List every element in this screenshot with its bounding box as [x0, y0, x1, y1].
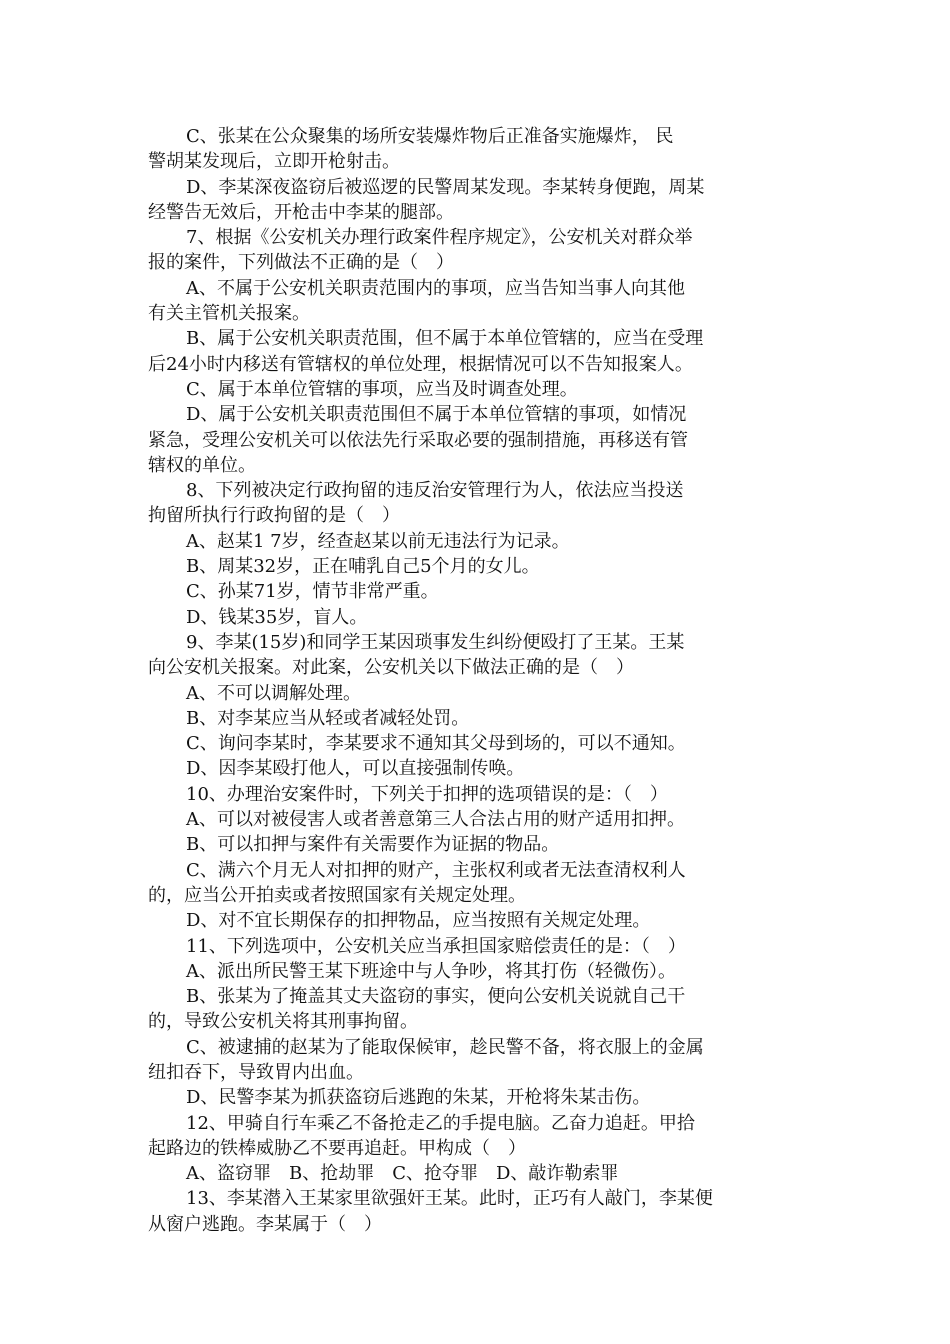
- document-page: [148, 124, 808, 1237]
- text-line: B、可以扣押与案件有关需要作为证据的物品。: [186, 834, 560, 856]
- text-line: C、张某在公众聚集的场所安装爆炸物后正准备实施爆炸， 民: [186, 126, 674, 147]
- text-line: 7、根据《公安机关办理行政案件程序规定》，公安机关对群众举: [186, 227, 693, 249]
- text-line: 13、李某潜入王某家里欲强奸王某。此时，正巧有人敲门，李某便: [186, 1188, 713, 1210]
- text-line: D、因李某殴打他人，可以直接强制传唤。: [186, 758, 525, 780]
- text-line: A、盗窃罪 B、抢劫罪 C、抢夺罪 D、敲诈勒索罪: [186, 1163, 619, 1185]
- text-line: 有关主管机关报案。: [148, 303, 310, 325]
- text-line: 辖权的单位。: [148, 454, 256, 476]
- text-line: 的，导致公安机关将其刑事拘留。: [148, 1011, 418, 1033]
- text-line: 纽扣吞下，导致胃内出血。: [148, 1061, 364, 1083]
- text-line: C、孙某71岁，情节非常严重。: [186, 581, 439, 603]
- text-line: 12、甲骑自行车乘乙不备抢走乙的手提电脑。乙奋力追赶。甲拾: [186, 1112, 695, 1134]
- text-line: D、民警李某为抓获盗窃后逃跑的朱某，开枪将朱某击伤。: [186, 1087, 651, 1109]
- text-line: A、不属于公安机关职责范围内的事项，应当告知当事人向其他: [186, 277, 685, 299]
- text-line: 的，应当公开拍卖或者按照国家有关规定处理。: [148, 884, 526, 906]
- text-line: 拘留所执行行政拘留的是（ ）: [148, 505, 400, 527]
- text-line: C、被逮捕的赵某为了能取保候审，趁民警不备，将衣服上的金属: [186, 1036, 704, 1058]
- text-line: D、对不宜长期保存的扣押物品，应当按照有关规定处理。: [186, 910, 651, 932]
- text-line: 从窗户逃跑。李某属于（ ）: [148, 1213, 382, 1235]
- text-line: 11、下列选项中，公安机关应当承担国家赔偿责任的是：（ ）: [186, 935, 686, 957]
- text-line: 9、李某(15岁)和同学王某因琐事发生纠纷便殴打了王某。王某: [186, 631, 685, 653]
- text-line: C、询问李某时，李某要求不通知其父母到场的，可以不通知。: [186, 733, 686, 755]
- text-line: 报的案件，下列做法不正确的是（ ）: [148, 252, 454, 274]
- text-line: 紧急，受理公安机关可以依法先行采取必要的强制措施，再移送有管: [148, 429, 688, 451]
- text-line: 向公安机关报案。对此案，公安机关以下做法正确的是（ ）: [148, 657, 634, 679]
- text-line: D、李某深夜盗窃后被巡逻的民警周某发现。李某转身便跑，周某: [186, 176, 705, 198]
- text-line: 8、下列被决定行政拘留的违反治安管理行为人，依法应当投送: [186, 480, 684, 502]
- text-line: D、属于公安机关职责范围但不属于本单位管辖的事项，如情况: [186, 404, 687, 426]
- text-line: 10、办理治安案件时，下列关于扣押的选项错误的是：（ ）: [186, 783, 668, 805]
- text-line: 后24小时内移送有管辖权的单位处理，根据情况可以不告知报案人。: [148, 353, 693, 375]
- text-line: 警胡某发现后，立即开枪射击。: [148, 151, 400, 173]
- text-line: B、周某32岁，正在哺乳自己5个月的女儿。: [186, 556, 540, 578]
- text-line: A、赵某1 7岁，经查赵某以前无违法行为记录。: [186, 530, 570, 552]
- text-line: A、不可以调解处理。: [186, 682, 361, 704]
- text-line: A、可以对被侵害人或者善意第三人合法占用的财产适用扣押。: [186, 809, 685, 831]
- text-line: 经警告无效后，开枪击中李某的腿部。: [148, 201, 454, 223]
- text-line: 起路边的铁棒威胁乙不要再追赶。甲构成（ ）: [148, 1137, 526, 1159]
- text-line: B、对李某应当从轻或者减轻处罚。: [186, 707, 470, 729]
- text-line: C、属于本单位管辖的事项，应当及时调查处理。: [186, 378, 578, 400]
- text-line: D、钱某35岁，盲人。: [186, 606, 368, 628]
- text-line: A、派出所民警王某下班途中与人争吵，将其打伤（轻微伤）。: [186, 960, 676, 982]
- text-line: B、属于公安机关职责范围，但不属于本单位管辖的，应当在受理: [186, 328, 704, 350]
- text-line: C、满六个月无人对扣押的财产，主张权利或者无法查清权利人: [186, 859, 686, 881]
- text-line: B、张某为了掩盖其丈夫盗窃的事实，便向公安机关说就自己干: [186, 986, 686, 1008]
